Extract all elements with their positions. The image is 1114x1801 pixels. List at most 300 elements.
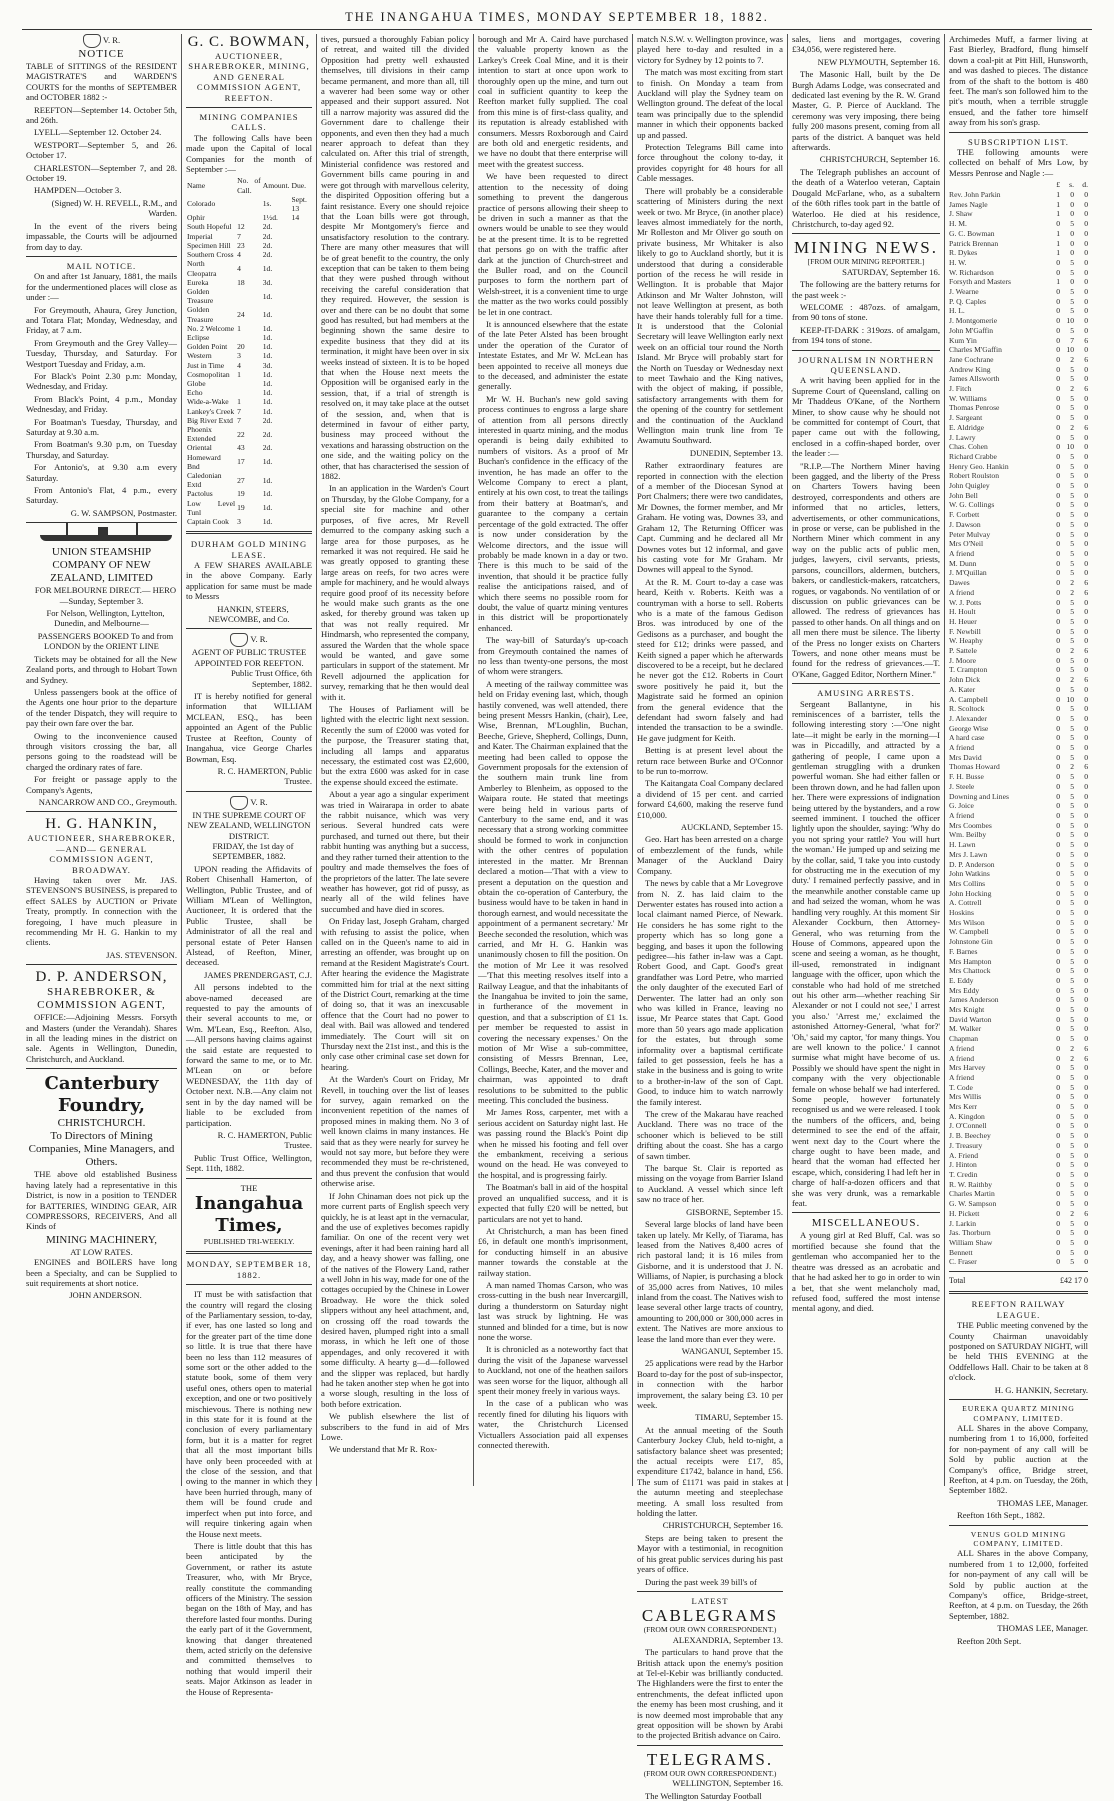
subscriber-amount: 0 xyxy=(1056,733,1060,743)
subscriber-amount: 0 xyxy=(1084,1082,1088,1092)
calls-cell: Low Level Tunl xyxy=(187,498,236,517)
subscription-row xyxy=(949,1024,1088,1034)
subscriber-name: John Bell xyxy=(949,490,978,500)
anderson-body: OFFICE:—Adjoining Messrs. Forsyth and Masters (under the Verandah). Shares in all the leading mines in the district on sale. Agents in Wellington, Dunedin, Christchurch, and Auckland. xyxy=(26,1012,177,1064)
subscriber-name: A friend xyxy=(949,587,975,597)
subscriber-amount: 1 xyxy=(1056,238,1060,248)
subscriber-amount: 5 xyxy=(1070,432,1074,442)
calls-cell: 14 xyxy=(291,213,300,223)
hankin-sub: AUCTIONEER, SHAREBROKER, —AND— GENERAL COMMISSION AGENT, BROADWAY. xyxy=(27,833,176,875)
notice-body: TABLE of SITTINGS of the RESIDENT MAGISTRATE'S and WARDEN'S COURTS for the months of SEPTEMBER and OCTOBER 1882 :- xyxy=(26,61,177,103)
subscriber-amount: 5 xyxy=(1070,1102,1074,1112)
subscriber-amount: 6 xyxy=(1084,587,1088,597)
subscriber-amount: 0 xyxy=(1056,713,1060,723)
text-paragraph: The barque St. Clair is reported as missing on the voyage from Barrier Island to Auckland. A vessel which since left saw no trace of her. xyxy=(637,1163,783,1205)
subscriber-name: W. G. Collings xyxy=(949,500,995,510)
subscriber-amount: 0 xyxy=(1084,558,1088,568)
canterbury-machinery: MINING MACHINERY, xyxy=(45,1233,158,1246)
calls-cell: 1d. xyxy=(262,406,273,416)
subscriber-name: A friend xyxy=(949,549,975,558)
subscriber-name: James Nagle xyxy=(949,199,988,209)
subscriber-amount: 0 xyxy=(1056,481,1060,491)
subscription-row xyxy=(949,607,1088,617)
trustee-signed: R. C. HAMERTON, Public Trustee. xyxy=(217,765,312,787)
subscription-row xyxy=(949,559,1088,569)
subscriber-amount: 0 xyxy=(1056,1014,1060,1024)
calls-cell: Big River Extd xyxy=(187,415,233,425)
subscription-row xyxy=(949,1160,1088,1170)
calls-cell: 1½d. xyxy=(262,213,278,223)
calls-cell: 24 xyxy=(237,309,245,319)
subscriber-amount: 0 xyxy=(1056,1208,1060,1218)
cablegrams-title: CABLEGRAMS xyxy=(641,1606,779,1626)
subscriber-name: W. Campbell xyxy=(949,927,989,937)
divider xyxy=(792,683,940,684)
calls-cell: 4 xyxy=(237,360,241,370)
subscriber-amount: 5 xyxy=(1070,937,1074,947)
subscriber-amount: 0 xyxy=(1056,403,1060,413)
subscriber-amount: 0 xyxy=(1056,597,1060,607)
subscription-row xyxy=(949,510,1088,520)
subscriber-name: Downing and Lines xyxy=(949,791,1009,801)
subscriber-name: H. Lawn xyxy=(949,840,976,850)
subscriber-name: Rev. John Parkin xyxy=(949,189,1001,199)
calls-cell xyxy=(291,379,312,388)
subscriber-name: Mrs Harvey xyxy=(949,1063,986,1073)
subscriber-amount: 6 xyxy=(1084,578,1088,588)
subscriber-name: J. Larkin xyxy=(949,1218,976,1228)
subscriber-amount: 5 xyxy=(1070,1014,1074,1024)
subscriber-name: Chas. Cohen xyxy=(949,442,988,452)
subscriber-amount: 0 xyxy=(1056,539,1060,549)
subscriber-amount: 0 xyxy=(1056,810,1060,820)
subscription-row xyxy=(949,491,1088,501)
divider xyxy=(186,1284,312,1285)
subscriber-amount: 0 xyxy=(1084,442,1088,452)
subscription-row xyxy=(949,665,1088,675)
subscriber-name: P. Q. Caples xyxy=(949,296,987,306)
subscription-row xyxy=(949,1073,1088,1083)
subscriber-name: T. Credin xyxy=(949,1170,978,1179)
subscriber-name: A. Kingdon xyxy=(949,1111,985,1121)
calls-row xyxy=(186,278,312,287)
subscription-title: SUBSCRIPTION LIST. xyxy=(968,136,1069,147)
subscription-row xyxy=(949,258,1088,268)
text-paragraph: WELCOME : 487ozs. of amalgam, from 90 tons of stone. xyxy=(792,301,940,323)
subscriber-amount: 5 xyxy=(1070,529,1074,539)
subscription-row xyxy=(949,209,1088,219)
subscriber-name: J. Fitch xyxy=(949,384,972,394)
subscriber-amount: 5 xyxy=(1070,510,1074,520)
subscription-row xyxy=(949,685,1088,695)
subscriber-name: Mrs Collins xyxy=(949,878,986,888)
subscriber-amount: 0 xyxy=(1056,519,1060,529)
subscriber-amount: 0 xyxy=(1056,626,1060,636)
subscription-row xyxy=(949,297,1088,307)
subscriber-amount: 0 xyxy=(1084,549,1088,558)
calls-cell xyxy=(291,222,312,231)
subscriber-amount: 5 xyxy=(1070,413,1074,423)
calls-cell: Wide-a-Wake xyxy=(187,397,229,407)
subscriber-name: John Quigley xyxy=(949,481,990,491)
subscriber-amount: 5 xyxy=(1070,568,1074,578)
subscriber-amount: 5 xyxy=(1070,801,1074,811)
calls-cell: 2d. xyxy=(262,231,273,241)
subscriber-amount: 0 xyxy=(1084,257,1088,267)
subscriber-amount: 5 xyxy=(1070,975,1074,985)
subscription-row xyxy=(949,355,1088,365)
calls-row xyxy=(186,443,312,452)
subscription-row xyxy=(949,568,1088,578)
subscriber-name: F. H. Busse xyxy=(949,772,984,782)
calls-cell: 1d. xyxy=(262,351,273,361)
subscription-row xyxy=(949,646,1088,656)
subscription-row xyxy=(949,277,1088,287)
subscription-row xyxy=(949,1257,1088,1267)
subscription-row xyxy=(949,1248,1088,1258)
calls-cell xyxy=(291,287,312,305)
mail-notice-title: MAIL NOTICE. xyxy=(66,260,137,271)
subscription-row xyxy=(949,966,1088,976)
subscriber-amount: 1 xyxy=(1056,209,1060,219)
calls-row xyxy=(186,407,312,416)
subscription-row xyxy=(949,1219,1088,1229)
subscriber-amount: 0 xyxy=(1084,607,1088,617)
latest-label: LATEST xyxy=(691,1595,729,1606)
subscriber-name: J. Hinton xyxy=(949,1160,977,1170)
subscriber-amount: 5 xyxy=(1070,1063,1074,1073)
subscriber-name: R. Scoltock xyxy=(949,704,985,714)
subscriber-amount: 0 xyxy=(1084,1179,1088,1189)
subscriber-name: H. Hoult xyxy=(949,607,976,617)
subscriber-amount: 0 xyxy=(1084,985,1088,995)
subscriber-amount: 5 xyxy=(1070,451,1074,461)
subscriber-name: E. Eddy xyxy=(949,975,974,985)
subscription-row xyxy=(949,336,1088,346)
calls-cell xyxy=(291,416,312,425)
subscriber-amount: 0 xyxy=(1084,772,1088,782)
subscriber-amount: 0 xyxy=(1056,1140,1060,1150)
subscriber-amount: 5 xyxy=(1070,713,1074,723)
calls-cell: Southern Cross xyxy=(187,250,234,260)
subscriber-name: James Allsworth xyxy=(949,374,1000,384)
calls-cell: 12 xyxy=(237,222,245,232)
subscription-row xyxy=(949,1189,1088,1199)
anderson-title: D. P. ANDERSON, xyxy=(35,969,168,986)
subscriber-amount: 6 xyxy=(1084,675,1088,685)
subscriber-name: T. Crampton xyxy=(949,665,988,675)
subscriber-amount: 0 xyxy=(1056,869,1060,879)
calls-cell: Phoenix Extended xyxy=(187,424,216,444)
subscriber-name: Patrick Brennan xyxy=(949,238,999,248)
subscriber-amount: 0 xyxy=(1084,655,1088,665)
calls-cell xyxy=(291,333,312,342)
subscriber-name: Mrs Chattock xyxy=(949,966,991,976)
subscriber-name: H. M. xyxy=(949,219,967,229)
text-paragraph: CHRISTCHURCH, September 16. xyxy=(819,154,940,165)
subscriber-amount: 0 xyxy=(1084,723,1088,733)
subscription-row xyxy=(949,656,1088,666)
subscriber-amount: 0 xyxy=(1056,1228,1060,1238)
subscriber-name: Thomas Howard xyxy=(949,762,1000,772)
subscriber-amount: 0 xyxy=(1084,199,1088,209)
subscription-row xyxy=(949,1141,1088,1151)
subscriber-name: Mrs Kerr xyxy=(949,1102,978,1112)
subscriber-amount: 0 xyxy=(1056,616,1060,626)
subscriber-amount: 0 xyxy=(1056,354,1060,364)
subscription-row xyxy=(949,1238,1088,1248)
subscription-row xyxy=(949,403,1088,413)
subscriber-amount: 0 xyxy=(1056,791,1060,801)
subscription-row xyxy=(949,976,1088,986)
steamship-icon xyxy=(26,527,186,543)
subscriber-amount: 5 xyxy=(1070,257,1074,267)
subscriber-amount: 0 xyxy=(1056,908,1060,918)
news-paragraph: At Christchurch, a man has been fined £6, in default one month's imprisonment, for conducting himself in an abusive manner towards the constable at the railway station. xyxy=(478,1225,628,1278)
subscription-row xyxy=(949,840,1088,850)
calls-header-amount: Amount. xyxy=(262,181,290,191)
subscriber-amount: 0 xyxy=(1084,878,1088,888)
subscriber-amount: 0 xyxy=(1056,558,1060,568)
subscriber-amount: 0 xyxy=(1056,1160,1060,1170)
subscriber-amount: 0 xyxy=(1056,1053,1060,1063)
subscriber-amount: 2 xyxy=(1070,1043,1074,1053)
subscriber-amount: 5 xyxy=(1070,723,1074,733)
subscriber-amount: 0 xyxy=(1056,422,1060,432)
subscription-row xyxy=(949,918,1088,928)
paper-date: MONDAY, SEPTEMBER 18, 1882. xyxy=(186,1259,312,1280)
subscriber-amount: 0 xyxy=(1070,248,1074,258)
eureka-signed: THOMAS LEE, Manager. xyxy=(997,1497,1088,1508)
subscriber-amount: 0 xyxy=(1084,1014,1088,1024)
subscription-row xyxy=(949,908,1088,918)
subscriber-name: J. B. Beechey xyxy=(949,1131,991,1141)
calls-cell: 43 xyxy=(237,443,245,453)
subscription-row xyxy=(949,374,1088,384)
subscriber-name: Mrs Wilson xyxy=(949,917,985,927)
calls-cell: 1d. xyxy=(262,388,273,398)
subscriber-amount: 5 xyxy=(1070,519,1074,529)
calls-row xyxy=(186,195,312,213)
subscriber-amount: 0 xyxy=(1084,626,1088,636)
calls-cell xyxy=(291,324,312,333)
subscriber-amount: 0 xyxy=(1084,248,1088,258)
subscriber-amount: 0 xyxy=(1070,228,1074,238)
subscription-row xyxy=(949,830,1088,840)
subscriber-amount: 0 xyxy=(1084,898,1088,908)
cablegrams-dateline: ALEXANDRIA, September 13. xyxy=(672,1634,783,1645)
subscriber-amount: 2 xyxy=(1070,1208,1074,1218)
subscriber-amount: 0 xyxy=(1084,529,1088,539)
subscriber-amount: 5 xyxy=(1070,820,1074,830)
subscriber-name: A. Friend xyxy=(949,1150,979,1160)
calls-row xyxy=(186,370,312,379)
subscriber-amount: 0 xyxy=(1056,325,1060,335)
subscriber-name: A friend xyxy=(949,743,975,753)
column-4 xyxy=(474,34,632,1486)
subscription-row xyxy=(949,1209,1088,1219)
subscriber-amount: 0 xyxy=(1056,646,1060,656)
subscriber-amount: 5 xyxy=(1070,306,1074,316)
subscriber-amount: 5 xyxy=(1070,374,1074,384)
subscriber-amount: 5 xyxy=(1070,781,1074,791)
subscription-row xyxy=(949,743,1088,753)
subscription-row xyxy=(949,287,1088,297)
subscriber-amount: 0 xyxy=(1084,616,1088,626)
divider xyxy=(26,811,177,812)
subscription-row xyxy=(949,957,1088,967)
calls-cell xyxy=(291,305,312,323)
subscription-total: Total £42 17 0 xyxy=(949,1276,1088,1286)
subscriber-amount: 0 xyxy=(1084,432,1088,442)
divider xyxy=(26,964,177,965)
calls-row xyxy=(186,379,312,388)
paper-title: Inangahua Times, xyxy=(194,1192,304,1236)
subscriber-name: J. Moore xyxy=(949,655,976,665)
venus-date: Reefton 20th Sept. xyxy=(957,1635,1022,1646)
bowman-sub: AUCTIONEER, SHAREBROKER, MINING, AND GENERAL COMMISSION AGENT, REEFTON. xyxy=(188,51,310,103)
subscription-row xyxy=(949,627,1088,637)
column-1 xyxy=(22,34,181,1486)
text-paragraph: There will probably be a considerable scattering of Ministers during the next week or two. Mr Bryce, (in another place) leaves almost immediately for the north, Mr Rolleston and Mr Oliver go south on private business, Mr Whitaker is also likely to go to Auckland shortly, but it is understood that during a considerable portion of the recess he will reside in Wellington. It is probable that Major Atkinson and Mr Walter Johnston, will not leave Wellington at present, as both have their hands tolerably full for a time. It is understood that the Colonial Secretary will leave Wellington early next week on an official tour round the North Island. Mr Bryce will probably start for the North on Tuesday or Wednesday next to meet Tawhaio and the King natives, with the object of making, if possible, satisfactory arrangements with them for the opening of the country for settlement and the continuation of the Auckland Wellington main trunk line from Te Awamutu Southward. xyxy=(637,185,783,446)
subscriber-amount: 0 xyxy=(1084,1111,1088,1121)
subscriber-amount: 0 xyxy=(1084,966,1088,976)
divider xyxy=(949,1271,1088,1272)
court-body-2: All persons indebted to the above-named deceased are requested to pay the amounts of their several accounts to me, or Wm. M'Lean, Esq., Reefton. Also,—All persons having claims against the said estate are requested to forward the same to me, or to Mr. M'Lean on or before WEDNESDAY, the 11th day of October next. N.B.—Any claim not sent in by the day named will be liable to be excluded from participation. xyxy=(186,982,312,1128)
calls-cell: Specimen Hill xyxy=(187,240,231,250)
divider xyxy=(186,628,312,629)
text-paragraph: Steps are being taken to present the Mayor with a testimonial, in recognition of his great public services during his past years of office. xyxy=(637,1532,783,1575)
text-paragraph: Betting is at present level about the return race between Burke and O'Connor to be run to-morrow. xyxy=(637,745,783,777)
canterbury-signed: JOHN ANDERSON. xyxy=(69,1290,142,1301)
subscriber-amount: 0 xyxy=(1084,539,1088,549)
text-paragraph: Geo. Hart has been arrested on a charge of embezzlement of the funds, while Manager of the Auckland Dairy Company. xyxy=(637,834,783,876)
subscription-row xyxy=(949,326,1088,336)
subscriber-amount: 6 xyxy=(1084,354,1088,364)
subscriber-amount: 5 xyxy=(1070,878,1074,888)
calls-cell xyxy=(291,388,312,397)
subscription-row xyxy=(949,1044,1088,1054)
subscription-row xyxy=(949,772,1088,782)
subs-header-pounds: £ xyxy=(1056,180,1060,190)
subs-header-shillings: s. xyxy=(1069,180,1074,190)
subscriber-name: J. Steele xyxy=(949,781,975,791)
subscriber-name: Charles Martin xyxy=(949,1189,995,1199)
subscriber-name: Andrew King xyxy=(949,364,991,374)
subscriber-name: Jane Cochrane xyxy=(949,354,994,364)
subscriber-amount: 0 xyxy=(1084,568,1088,578)
subscriber-name: J. Sargeant xyxy=(949,413,983,423)
subscriber-name: J. Wearne xyxy=(949,287,979,297)
league-body: THE Public meeting convened by the County Chairman unavoidably postponed on SATURDAY NIGHT, will be held THIS EVENING at the Oddfellows Hall. Chair to be taken at 8 o'clock. xyxy=(949,1320,1088,1383)
paper-the: THE xyxy=(240,1182,258,1193)
subscriber-amount: 0 xyxy=(1056,1111,1060,1121)
subscriber-amount: 5 xyxy=(1070,471,1074,481)
subscriber-amount: 0 xyxy=(1084,296,1088,306)
calls-cell: Oriental xyxy=(187,443,212,453)
calls-cell: North Cleopatra xyxy=(187,259,217,278)
subscriber-name: Mrs O'Neil xyxy=(949,539,984,549)
calls-row xyxy=(186,342,312,351)
subscriber-amount: 5 xyxy=(1070,219,1074,229)
subscription-row xyxy=(949,423,1088,433)
subscriber-name: J. Lawry xyxy=(949,432,976,442)
subscriber-amount: 5 xyxy=(1070,917,1074,927)
subscriber-amount: 0 xyxy=(1056,461,1060,471)
subscriber-amount: 5 xyxy=(1070,908,1074,918)
subscriber-amount: 0 xyxy=(1056,384,1060,394)
subscriber-amount: 0 xyxy=(1084,1189,1088,1199)
subscriber-name: J. Dawson xyxy=(949,519,981,529)
news-paragraph: About a year ago a singular experiment was tried in Wairarapa in order to abate the rabbit nuisance, which was very serious. Several hundred cats were purchased, and turned out there, but their rabbit hunting was anything but a success, and they rather turned their attention to the poultry and made themselves the foes of the proprietors of the latter. The late severe weather has however, got rid of pussy, as nearly all of the wild felines have succumbed and have died in scores. xyxy=(321,789,469,914)
calls-cell xyxy=(291,351,312,360)
subscriber-amount: 5 xyxy=(1070,490,1074,500)
calls-cell: Sept. 13 xyxy=(291,194,307,214)
subscriber-amount: 1 xyxy=(1056,189,1060,199)
news-paragraph: We have been requested to direct attention to the necessity of doing something to prevent the dangerous practice of persons allowing their sheep to be driven in such a manner as that the owners would be unable to see they would be at the present time. It is to be regretted that persons go on with the traffic after dark at the junction of Church-street and the Buller road, and on the Council purposes to form the northern part of Welsh-street, it is a convenient time to urge the matter as the two works could possibly be let in one contract. xyxy=(478,171,628,317)
subscriber-amount: 0 xyxy=(1084,927,1088,937)
calls-cell: 23 xyxy=(237,240,245,250)
text-paragraph: KEEP-IT-DARK : 319ozs. of amalgam, from 194 tons of stone. xyxy=(792,324,940,346)
column-5 xyxy=(633,34,787,1801)
subscriber-amount: 0 xyxy=(1084,316,1088,326)
subscriber-amount: 0 xyxy=(1084,481,1088,491)
text-paragraph: sales, liens and mortgages, covering £34,056, were registered here. xyxy=(792,34,940,55)
subscription-row xyxy=(949,394,1088,404)
hankin-body: Having taken over Mr. JAS. STEVENSON'S BUSINESS, is prepared to effect SALES by AUCTION or Private Treaty, promptly. In connection with the foregoing, I have much pleasure in recommending Mr H. G. Hankin to my clients. xyxy=(26,875,177,948)
text-paragraph: For Greymouth, Ahaura, Grey Junction, and Totara Flat; Monday, Wednesday, and Friday, at 7 a.m. xyxy=(26,304,177,336)
calls-cell xyxy=(291,250,312,259)
royal-crest-icon xyxy=(83,34,101,48)
subscriber-amount: 0 xyxy=(1056,257,1060,267)
notice-signed: (Signed) W. H. REVELL, R.M., and Warden. xyxy=(51,197,177,219)
subscriber-amount: 0 xyxy=(1056,1024,1060,1034)
news-paragraph: In the case of a publican who was recently fined for diluting his liquors with water, the Christchurch Licensed Victuallers Association paid all expenses connected therewith. xyxy=(478,1398,628,1451)
calls-row xyxy=(186,416,312,425)
subscription-row xyxy=(949,675,1088,685)
calls-cell: 19 xyxy=(237,503,245,513)
subscriber-amount: 5 xyxy=(1070,946,1074,956)
subscriber-amount: 0 xyxy=(1056,500,1060,510)
calls-cell: Echo xyxy=(187,388,203,398)
text-paragraph: NEW PLYMOUTH, September 16. xyxy=(817,56,940,67)
subscriber-amount: 0 xyxy=(1056,762,1060,772)
calls-cell: 1d. xyxy=(262,263,273,273)
subscriber-amount: 0 xyxy=(1056,975,1060,985)
text-paragraph: The news by cable that a Mr Lovegrove from N. Z. has laid claim to the Derwenter estates has roused into action a local claimant named Pierce, of Newark. He considers he has some right to the property which has so long gone a begging, and bases it upon the following pedigree—his father in-law was a Capt. Robert Good, and Capt. Good's great grandfather was Lord Petre, who married the only daughter of the executed Earl of Derwenter. The latter had an only son who was killed in France, leaving no issue, Mr Pearce states that Capt. Good more than 50 years ago made application for the estates, but through some informality over a baptismal certificate failed to get possession, feels he has a stake in the business and is going to write to a brother-in-law of the son of Capt. Good, to induce him to watch narrowly the family interest. xyxy=(637,878,783,1107)
subscriber-name: John Dick xyxy=(949,675,981,685)
subscriber-amount: 5 xyxy=(1070,1170,1074,1179)
subscriber-name: A. Kater xyxy=(949,684,976,694)
subscriber-name: A. Campbell xyxy=(949,694,988,704)
subscriber-amount: 0 xyxy=(1084,306,1088,316)
trustee-body: IT is hereby notified for general information that WILLIAM MCLEAN, ESQ., has been appointed an Agent of the Public Trustee at Reefton, County of Inangahua, vice George Charles Bowman, Esq. xyxy=(186,691,312,764)
subscriber-amount: 5 xyxy=(1070,287,1074,297)
subscriber-name: W. Williams xyxy=(949,393,987,403)
calls-cell: 7 xyxy=(237,231,241,241)
subscriber-amount: 0 xyxy=(1084,937,1088,947)
calls-cell: Eclipse xyxy=(187,332,210,342)
subscriber-amount: 0 xyxy=(1084,1131,1088,1141)
union-agents: NANCARROW AND CO., Greymouth. xyxy=(38,796,177,807)
subscriber-amount: 0 xyxy=(1084,1102,1088,1112)
subscriber-amount: 0 xyxy=(1056,296,1060,306)
text-paragraph: From Black's Point, 4 p.m., Monday Wednesday, and Friday. xyxy=(26,393,177,415)
subscription-row xyxy=(949,927,1088,937)
eureka-body: ALL Shares in the above Company, numbering from 1 to 16,000, forfeited for non-payment of any call will be Sold by public auction at the Company's office, Bridge street, Reefton, at 4 p.m. on Tuesday, the 26th, September 1882. xyxy=(949,1422,1088,1496)
subscriber-amount: 0 xyxy=(1084,995,1088,1005)
subscriber-amount: 5 xyxy=(1070,626,1074,636)
